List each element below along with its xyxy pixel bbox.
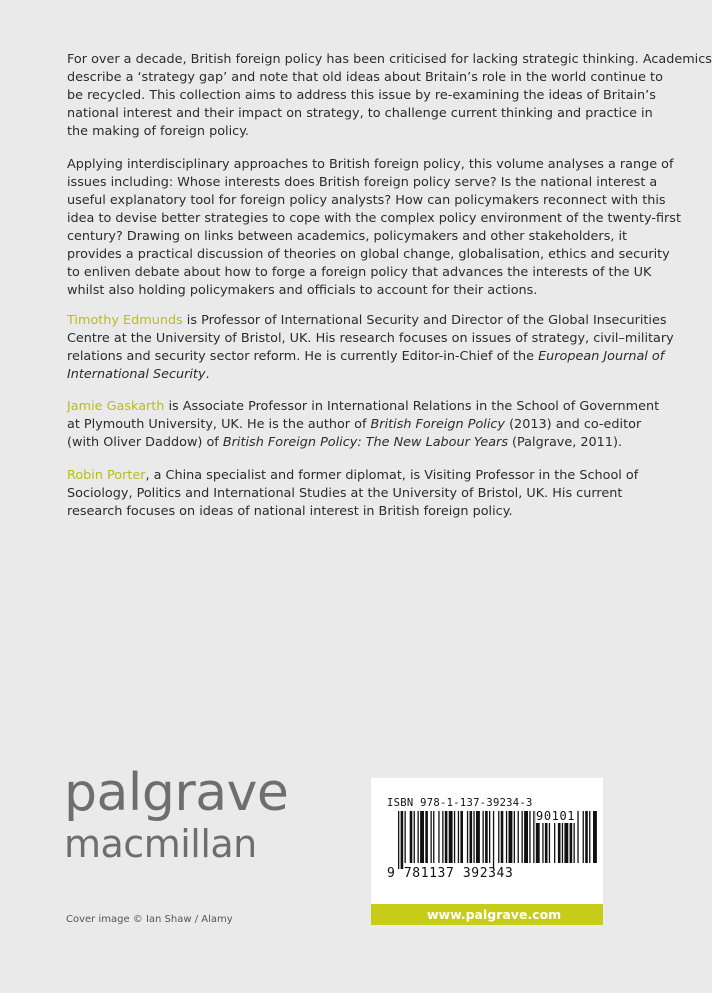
blurb-line: describe a ‘strategy gap’ and note that old ideas about Britain’s role in the world continue to (67, 70, 663, 85)
blurb-line: the making of foreign policy. (67, 124, 250, 139)
bio-edmunds (67, 312, 674, 384)
blurb-paragraph-2 (67, 156, 681, 300)
barcode-bar (506, 811, 507, 863)
cover-image-credit: Cover image © Ian Shaw / Alamy (66, 914, 233, 925)
barcode-bar (420, 811, 424, 863)
barcode-bar (489, 811, 490, 863)
author-name-edmunds: Timothy Edmunds (67, 313, 183, 328)
book-title: British Foreign Policy (370, 417, 505, 432)
barcode-bar (410, 811, 413, 863)
bio-text: (2013) and co-editor (505, 417, 642, 432)
bio-line: Centre at the University of Bristol, UK. His research focuses on issues of strategy, civil–military (67, 331, 674, 346)
barcode-bar (401, 811, 404, 869)
barcode-bar (593, 811, 597, 863)
barcode-bar (577, 811, 578, 863)
addon-digits: 90101 (536, 809, 576, 823)
barcode-bar (460, 811, 463, 863)
bio-line (67, 312, 667, 330)
barcode-bar (533, 811, 534, 863)
blurb-line: useful explanatory tool for foreign policy analysts? How can policymakers reconnect with this (67, 193, 666, 208)
barcode-bar (431, 811, 432, 863)
barcode-bar (454, 811, 455, 863)
bio-line (67, 416, 642, 434)
barcode-bar (583, 811, 584, 863)
barcode-bar (467, 811, 468, 863)
bio-line: Sociology, Politics and International Studies at the University of Bristol, UK. His current (67, 486, 623, 501)
barcode-bar (518, 811, 519, 863)
bio-text: is Professor of International Security and Director of the Global Insecurities (182, 313, 667, 328)
bio-text: , a China specialist and former diplomat, is Visiting Professor in the School of (145, 468, 639, 483)
blurb-line: idea to devise better strategies to cope with the complex policy environment of the twenty-first (67, 211, 681, 226)
book-title: British Foreign Policy: The New Labour Years (222, 435, 508, 450)
barcode-bar (514, 811, 515, 863)
logo-palgrave: palgrave (64, 763, 289, 823)
isbn-label: ISBN 978-1-137-39234-3 (387, 797, 533, 809)
blurb-line: Applying interdisciplinary approaches to British foreign policy, this volume analyses a range of (67, 157, 674, 172)
barcode-bar (509, 811, 513, 863)
blurb-line: whilst also holding policymakers and officials to account for their actions. (67, 283, 538, 298)
barcode-bar (433, 811, 434, 863)
bio-line (67, 348, 665, 366)
barcode-bar (524, 811, 528, 863)
barcode-bar (522, 811, 523, 863)
blurb-line: For over a decade, British foreign policy has been criticised for lacking strategic thinking. Academics (67, 52, 712, 67)
barcode-bar (476, 811, 480, 863)
website-band (371, 904, 603, 925)
barcode-bar (483, 811, 484, 863)
barcode-bar (470, 811, 473, 863)
barcode-bar (449, 811, 453, 863)
logo-macmillan: macmillan (64, 822, 257, 866)
barcode-bar (529, 811, 530, 863)
blurb-line: provides a practical discussion of theories on global change, globalisation, ethics and security (67, 247, 670, 262)
blurb-line: national interest and their impact on strategy, to challenge current thinking and practice in (67, 106, 653, 121)
barcode-bar (589, 811, 590, 863)
bio-line: research focuses on ideas of national interest in British foreign policy. (67, 504, 513, 519)
bio-text: (with Oliver Daddow) of (67, 435, 223, 450)
barcode-bar (498, 811, 499, 863)
bio-text: . (205, 367, 210, 382)
journal-title: International Security (67, 367, 206, 382)
barcode-bar (473, 811, 474, 863)
barcode-bar (445, 811, 448, 863)
bio-text: (Palgrave, 2011). (507, 435, 623, 450)
barcode-bar (438, 811, 439, 863)
barcode-bar (418, 811, 419, 863)
blurb-paragraph-1 (67, 51, 712, 141)
bio-line (67, 366, 627, 384)
blurb-line: issues including: Whose interests does British foreign policy serve? Is the national interest a (67, 175, 658, 190)
blurb-line: century? Drawing on links between academics, policymakers and other stakeholders, it (67, 229, 628, 244)
barcode-bar (414, 811, 415, 863)
author-name-porter: Robin Porter (67, 468, 146, 483)
blurb-line: to enliven debate about how to forge a foreign policy that advances the interests of the UK (67, 265, 652, 280)
barcode-bar (585, 811, 588, 863)
barcode-bar (485, 811, 488, 863)
author-name-gaskarth: Jamie Gaskarth (67, 399, 165, 414)
barcode-bar (405, 811, 406, 863)
bio-text: is Associate Professor in International Relations in the School of Government (164, 399, 660, 414)
bio-porter (67, 467, 639, 521)
bio-text: relations and security sector reform. He is currently Editor-in-Chief of the (67, 349, 539, 364)
journal-title: European Journal of (538, 349, 665, 364)
barcode-bar (442, 811, 443, 863)
bio-line (67, 434, 627, 452)
website-link[interactable]: www.palgrave.com (427, 907, 562, 922)
barcode-bar (493, 811, 494, 869)
barcode-bar (501, 811, 504, 863)
barcode-bar (425, 811, 428, 863)
barcode-panel (371, 778, 603, 904)
barcode-bar (458, 811, 459, 863)
publisher-logo (64, 764, 288, 864)
blurb-line: be recycled. This collection aims to address this issue by re-examining the ideas of Britain’s (67, 88, 656, 103)
bio-gaskarth (67, 398, 660, 452)
barcode-bar (398, 811, 399, 869)
bio-line (67, 467, 639, 485)
bio-text: at Plymouth University, UK. He is the author of (67, 417, 371, 432)
bio-line (67, 398, 660, 416)
ean-digits: 9 781137 392343 (387, 866, 514, 881)
